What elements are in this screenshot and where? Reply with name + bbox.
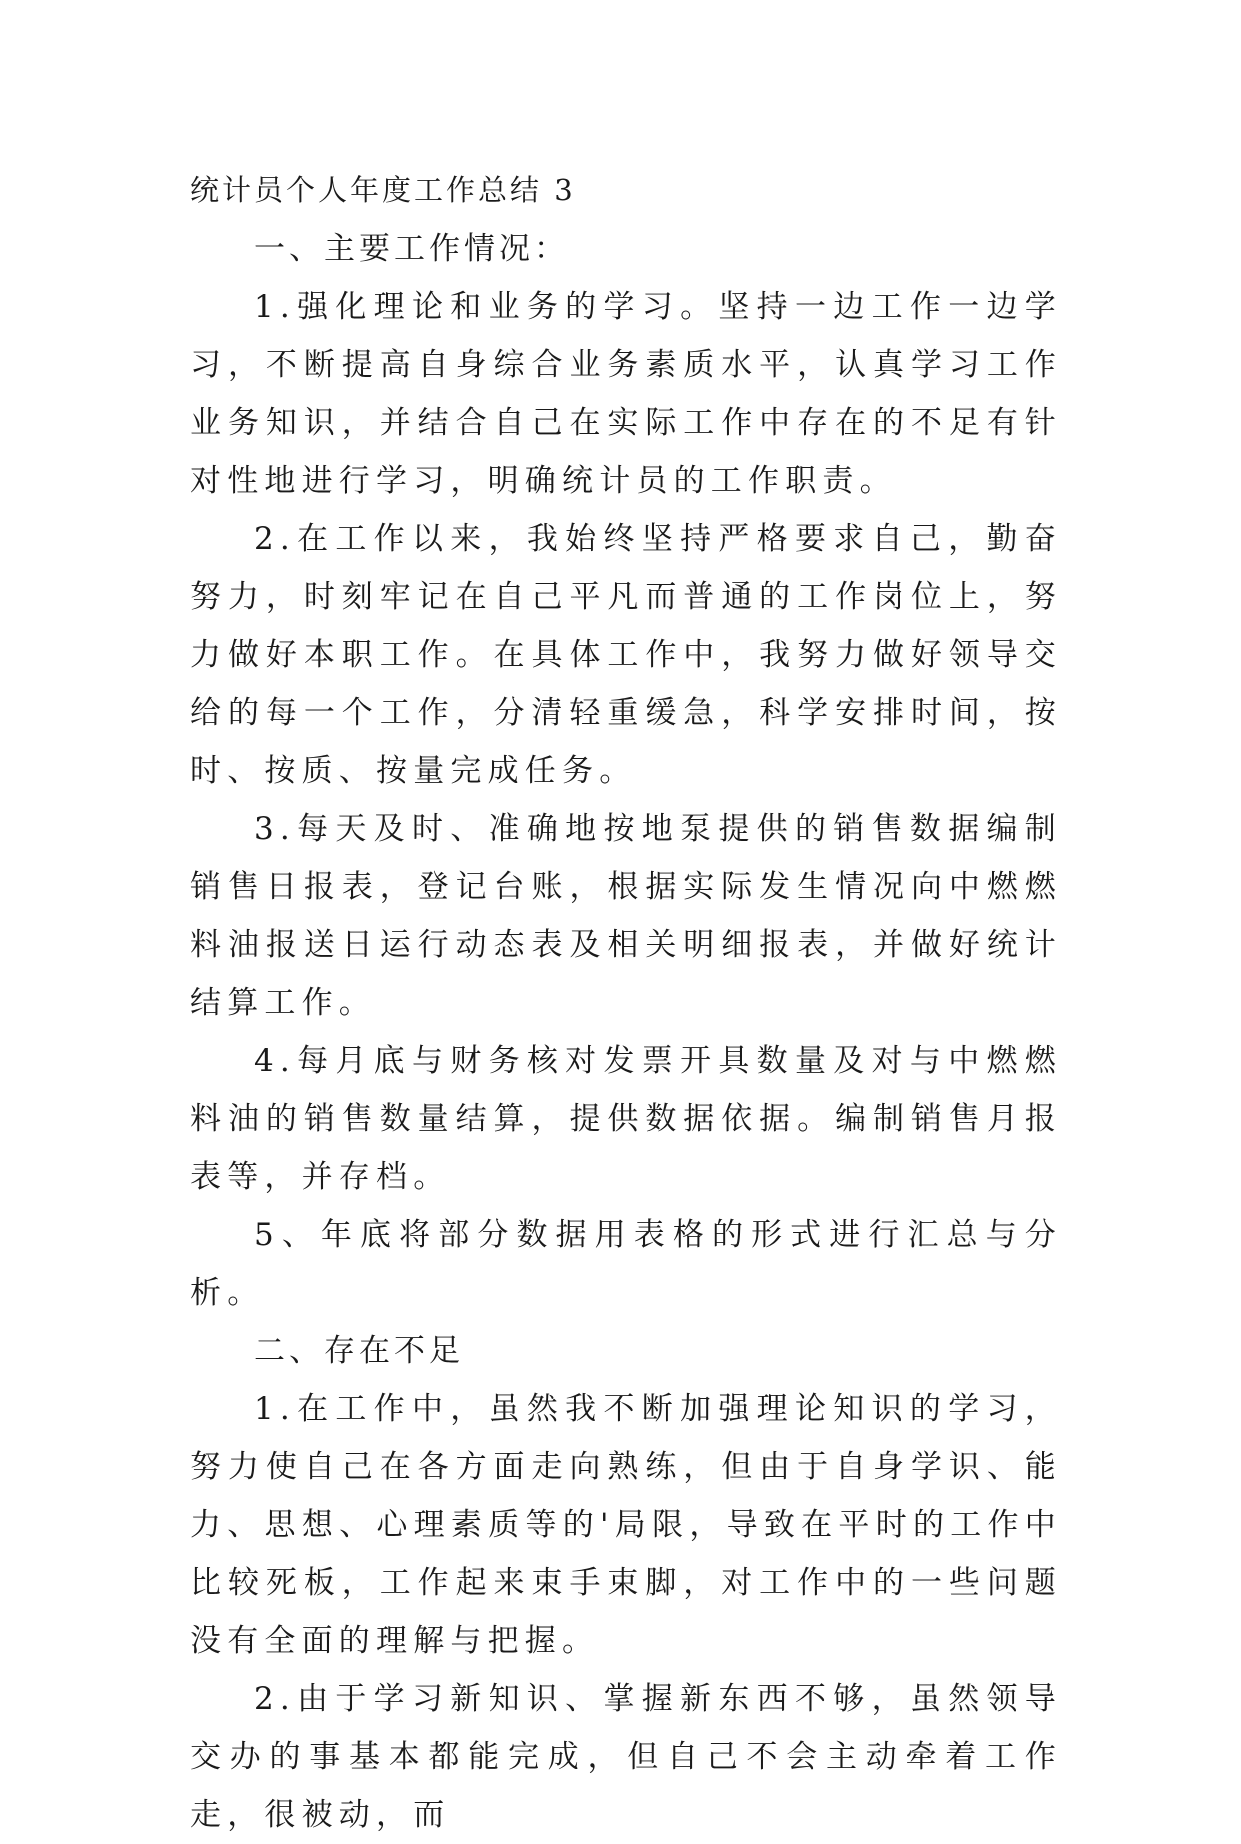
document-title: 统计员个人年度工作总结 3 xyxy=(190,173,576,207)
document-page xyxy=(190,160,1062,1844)
section-heading-main-work: 一、主要工作情况： xyxy=(254,231,569,267)
paragraph-item-4: 4.每月底与财务核对发票开具数量及对与中燃燃料油的销售数量结算，提供数据依据。编制销售月报表等，并存档。 xyxy=(190,1043,1062,1195)
paragraph-shortcoming-1: 1.在工作中，虽然我不断加强理论知识的学习，努力使自己在各方面走向熟练，但由于自身学识、能力、思想、心理素质等的'局限，导致在平时的工作中比较死板，工作起来束手束脚，对工作中的一些问题没有全面的理解与把握。 xyxy=(190,1391,1062,1659)
section-heading-shortcomings: 二、存在不足 xyxy=(254,1333,464,1369)
paragraph-shortcoming-2: 2.由于学习新知识、掌握新东西不够，虽然领导交办的事基本都能完成，但自己不会主动牵着工作走，很被动，而 xyxy=(190,1681,1062,1833)
paragraph-item-5: 5、年底将部分数据用表格的形式进行汇总与分析。 xyxy=(190,1217,1062,1311)
paragraph-item-1: 1.强化理论和业务的学习。坚持一边工作一边学习，不断提高自身综合业务素质水平，认真学习工作业务知识，并结合自己在实际工作中存在的不足有针对性地进行学习，明确统计员的工作职责。 xyxy=(190,289,1062,499)
paragraph-item-2: 2.在工作以来，我始终坚持严格要求自己，勤奋努力，时刻牢记在自己平凡而普通的工作岗位上，努力做好本职工作。在具体工作中，我努力做好领导交给的每一个工作，分清轻重缓急，科学安排时间，按时、按质、按量完成任务。 xyxy=(190,521,1062,789)
paragraph-item-3: 3.每天及时、准确地按地泵提供的销售数据编制销售日报表，登记台账，根据实际发生情况向中燃燃料油报送日运行动态表及相关明细报表，并做好统计结算工作。 xyxy=(190,811,1062,1021)
